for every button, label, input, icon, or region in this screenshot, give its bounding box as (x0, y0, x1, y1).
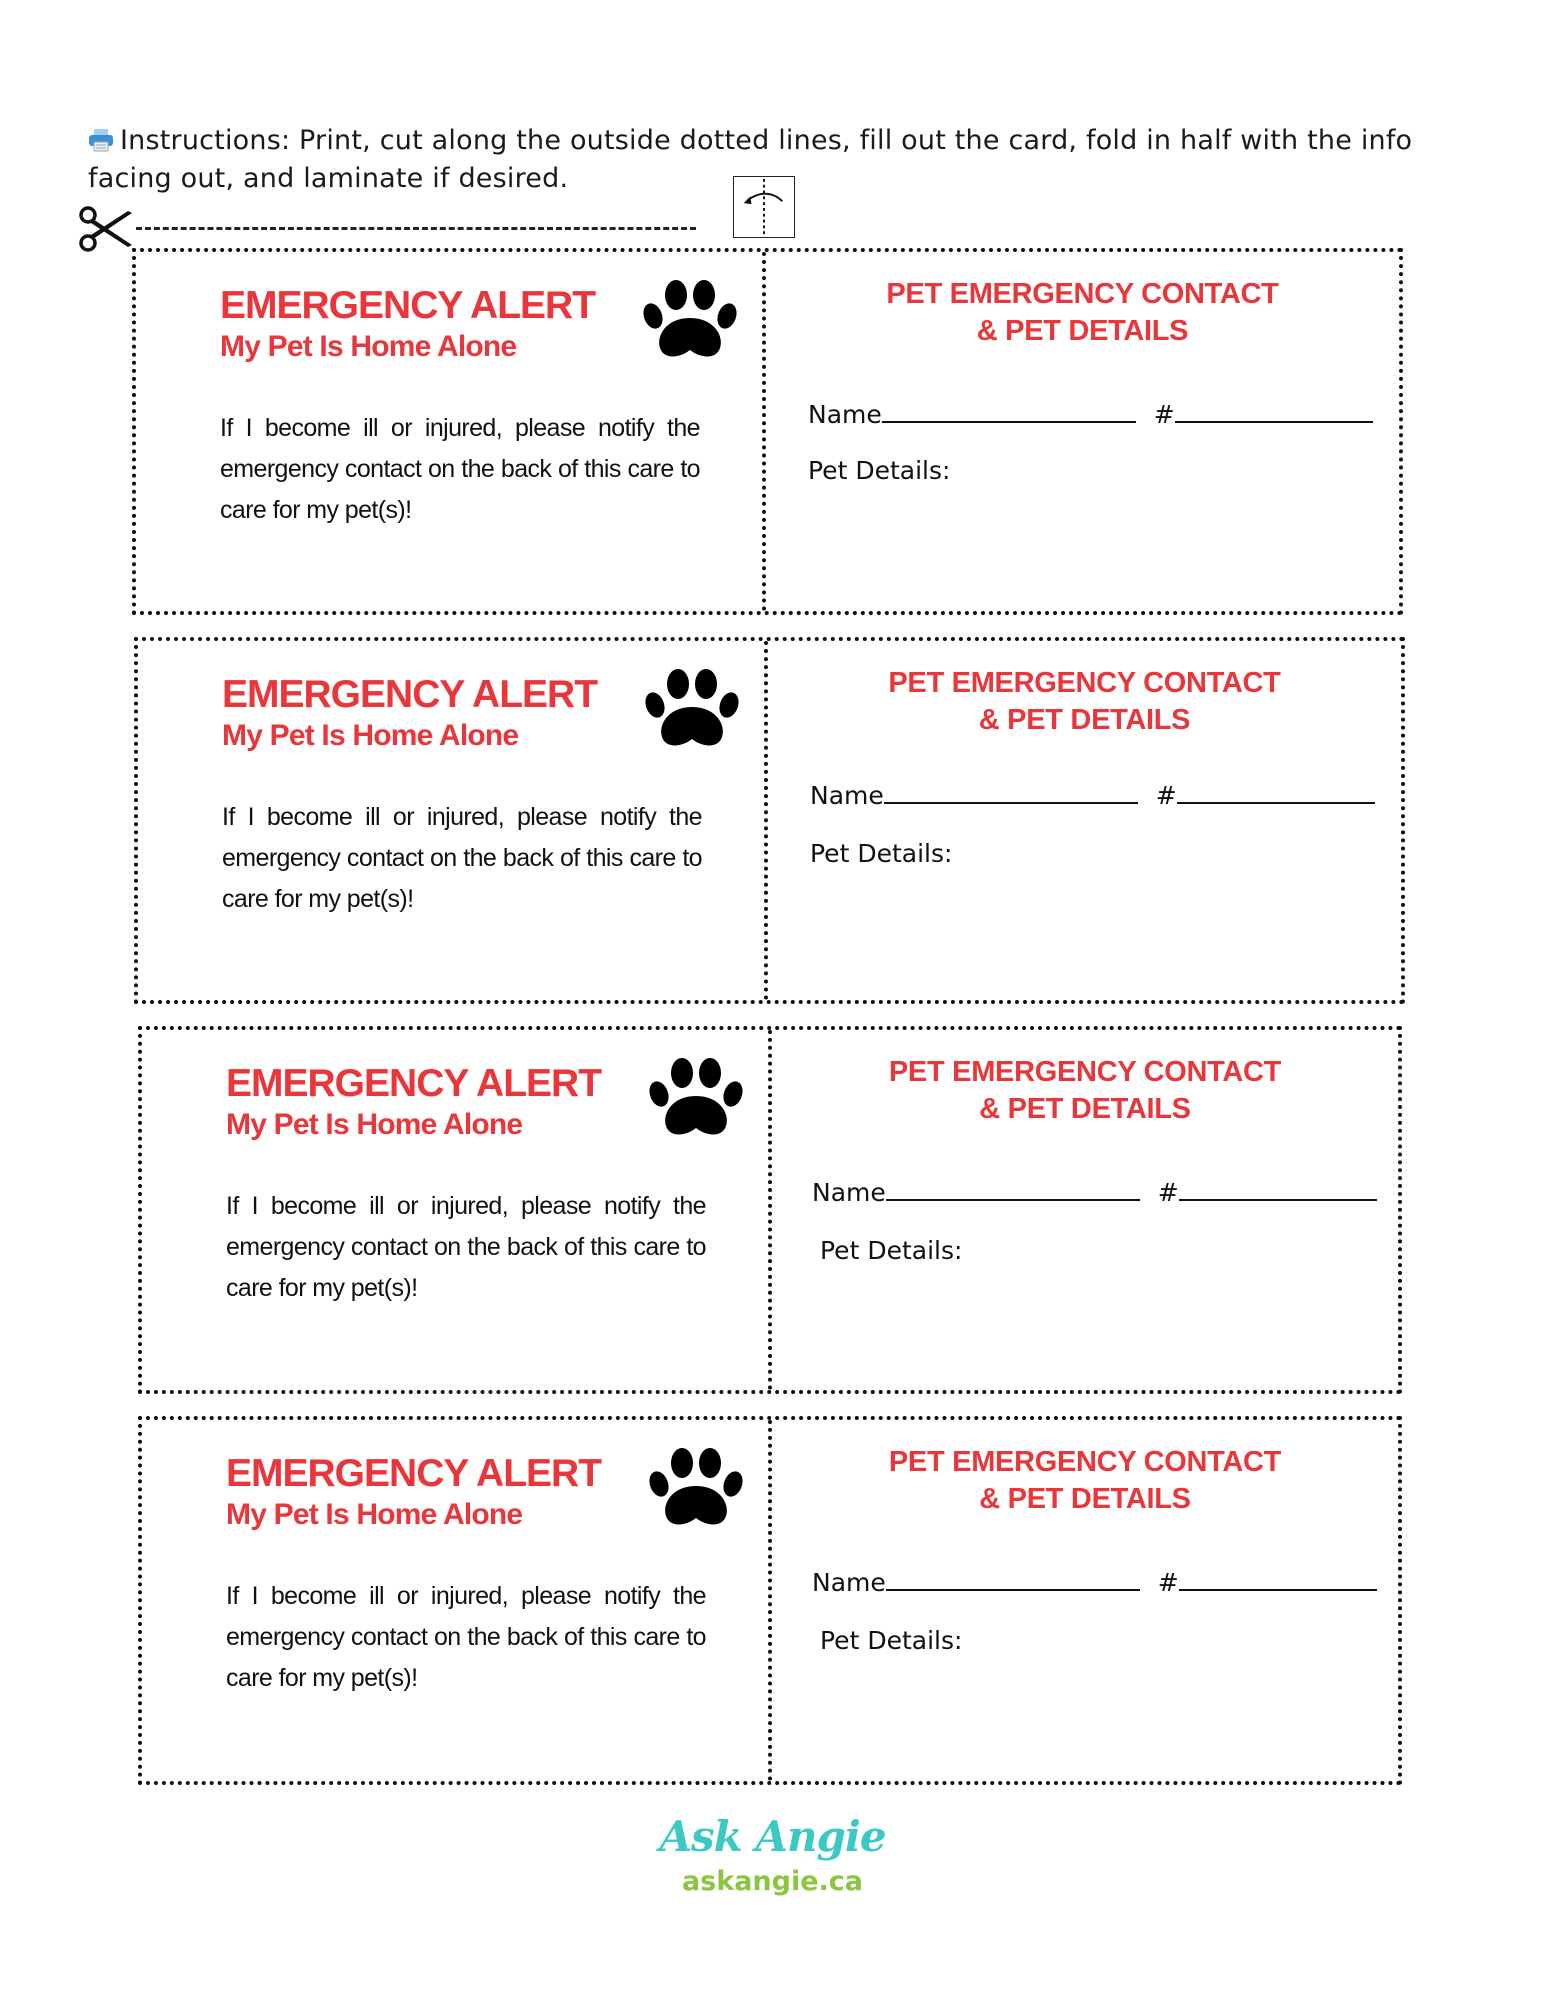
card-front (142, 1030, 772, 1390)
paw-print-icon (648, 1446, 744, 1528)
cut-guide (78, 205, 638, 253)
alert-body: If I become ill or injured, please notify the emergency contact on the back of this care to care for my pet(s)! (220, 414, 700, 524)
alert-title: EMERGENCY ALERT (226, 1062, 602, 1105)
phone-label: # (1157, 1178, 1179, 1207)
alert-subtitle: My Pet Is Home Alone (222, 719, 519, 752)
card-back (772, 1030, 1398, 1390)
alert-subtitle: My Pet Is Home Alone (226, 1498, 523, 1531)
alert-title: EMERGENCY ALERT (220, 284, 596, 327)
phone-blank-line[interactable] (1179, 1199, 1377, 1201)
name-label: Name (810, 781, 884, 810)
alert-title: EMERGENCY ALERT (222, 673, 598, 716)
card-back (772, 1420, 1398, 1781)
phone-label: # (1153, 400, 1175, 429)
contact-title-line1: PET EMERGENCY CONTACT (888, 667, 1281, 699)
phone-blank-line[interactable] (1179, 1589, 1377, 1591)
contact-title (766, 276, 1399, 350)
alert-body: If I become ill or injured, please notify the emergency contact on the back of this care to care for my pet(s)! (226, 1192, 706, 1302)
phone-blank-line[interactable] (1177, 802, 1375, 804)
cut-dashed-line (136, 227, 696, 230)
phone-label: # (1155, 781, 1177, 810)
contact-fields (812, 1178, 1377, 1207)
card-back (766, 252, 1399, 611)
pet-details-label: Pet Details: (820, 1626, 963, 1655)
pet-alert-card (138, 1416, 1402, 1785)
scissors-icon (78, 205, 134, 253)
contact-title (772, 1054, 1398, 1128)
contact-title-line2: & PET DETAILS (979, 1483, 1191, 1515)
pet-details-label: Pet Details: (810, 839, 953, 868)
name-blank-line[interactable] (882, 421, 1136, 423)
alert-body: If I become ill or injured, please notify the emergency contact on the back of this care to care for my pet(s)! (222, 803, 702, 913)
name-label: Name (812, 1568, 886, 1597)
card-front (136, 252, 766, 611)
contact-fields (810, 781, 1375, 810)
paw-print-icon (644, 667, 740, 749)
contact-title-line1: PET EMERGENCY CONTACT (886, 278, 1279, 310)
contact-title (772, 1444, 1398, 1518)
name-label: Name (812, 1178, 886, 1207)
pet-details-label: Pet Details: (808, 456, 951, 485)
contact-title (768, 665, 1401, 739)
contact-title-line2: & PET DETAILS (979, 1093, 1191, 1125)
instructions-text: Instructions: Print, cut along the outside dotted lines, fill out the card, fold in half with the info facing out, and laminate if desired. (88, 125, 1413, 194)
phone-blank-line[interactable] (1175, 421, 1373, 423)
paw-print-icon (648, 1056, 744, 1138)
contact-title-line2: & PET DETAILS (976, 315, 1189, 347)
pet-alert-card (132, 248, 1403, 615)
card-front (138, 641, 768, 1000)
pet-alert-card (134, 637, 1405, 1004)
name-label: Name (808, 400, 882, 429)
alert-title: EMERGENCY ALERT (226, 1452, 602, 1495)
contact-fields (808, 400, 1373, 429)
alert-body: If I become ill or injured, please notify the emergency contact on the back of this care to care for my pet(s)! (226, 1582, 706, 1692)
contact-title-line2: & PET DETAILS (978, 704, 1191, 736)
printer-icon (88, 128, 114, 152)
name-blank-line[interactable] (884, 802, 1138, 804)
name-blank-line[interactable] (886, 1589, 1140, 1591)
pet-alert-card (138, 1026, 1402, 1394)
card-back (768, 641, 1401, 1000)
alert-subtitle: My Pet Is Home Alone (226, 1108, 523, 1141)
brand-url[interactable]: askangie.ca (681, 1866, 864, 1897)
card-front (142, 1420, 772, 1781)
phone-label: # (1157, 1568, 1179, 1597)
name-blank-line[interactable] (886, 1199, 1140, 1201)
paw-print-icon (642, 278, 738, 360)
contact-fields (812, 1568, 1377, 1597)
contact-title-line1: PET EMERGENCY CONTACT (888, 1056, 1282, 1088)
fold-in-half-icon (733, 176, 795, 238)
pet-details-label: Pet Details: (820, 1236, 963, 1265)
alert-subtitle: My Pet Is Home Alone (220, 330, 517, 363)
contact-title-line1: PET EMERGENCY CONTACT (888, 1446, 1282, 1478)
brand-logo: Ask Angie (659, 1812, 886, 1861)
